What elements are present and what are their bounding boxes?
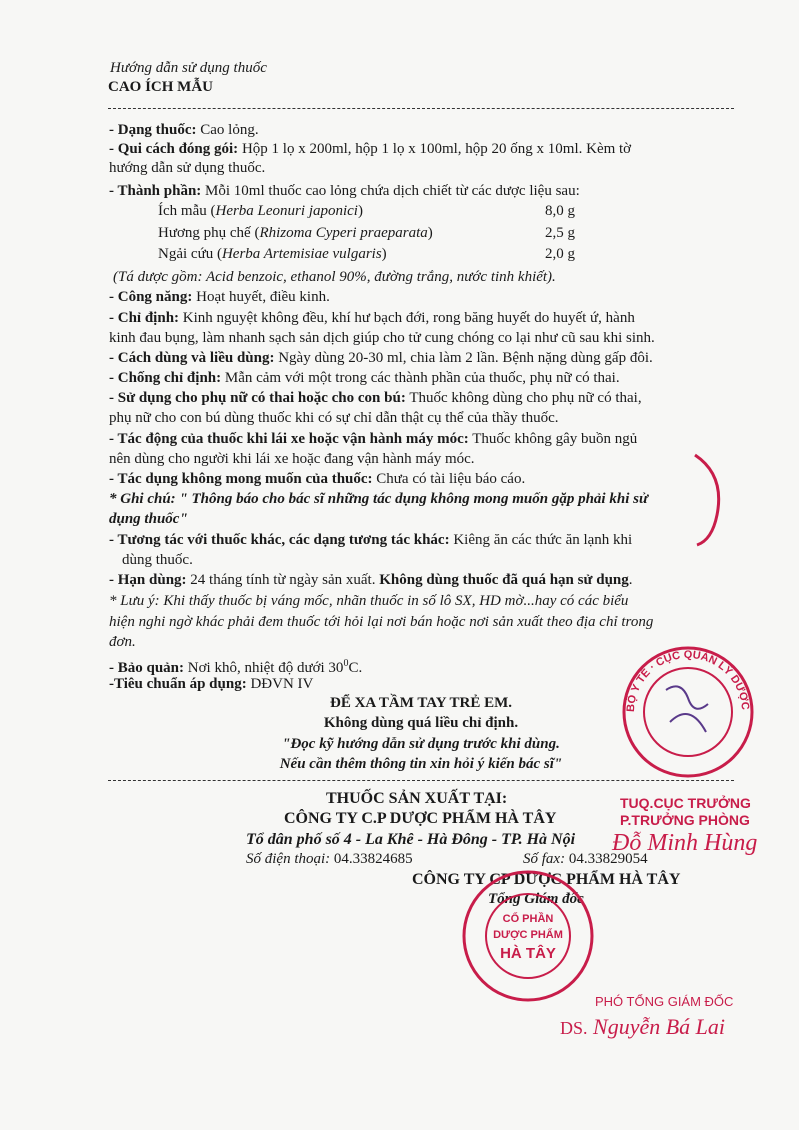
dang-thuoc: - Dạng thuốc: Cao lỏng. <box>109 122 259 138</box>
tuong-tac: - Tương tác với thuốc khác, các dạng tương tác khác: Kiêng ăn các thức ăn lạnh khi <box>109 532 633 548</box>
luu-y-cont-2: đơn. <box>109 634 136 650</box>
chong-chi-dinh: - Chống chỉ định: Mẫn cảm với một trong các thành phần của thuốc, phụ nữ có thai. <box>109 370 620 386</box>
thanh-phan: - Thành phần: Mỗi 10ml thuốc cao lỏng chứa dịch chiết từ các dược liệu sau: <box>109 183 580 199</box>
phu-nu-co-thai: - Sử dụng cho phụ nữ có thai hoặc cho con bú: Thuốc không dùng cho phụ nữ có thai, <box>109 390 642 406</box>
svg-text:DƯỢC PHẨM: DƯỢC PHẨM <box>493 929 563 941</box>
excipients: (Tá dược gồm: Acid benzoic, ethanol 90%, đường trắng, nước tinh khiết). <box>113 269 556 285</box>
ingredient-2-amount: 2,5 g <box>545 225 575 241</box>
tieu-chuan: -Tiêu chuẩn áp dụng: DĐVN IV <box>109 676 314 692</box>
ghi-chu: * Ghi chú: " Thông báo cho bác sĩ những tác dụng không mong muốn gặp phải khi sử <box>109 491 648 507</box>
ingredient-3: Ngải cứu (Herba Artemisiae vulgaris) <box>158 246 387 262</box>
warning-ask: Nếu cần thêm thông tin xin hỏi ý kiến bác sĩ" <box>279 756 563 772</box>
ingredient-1-amount: 8,0 g <box>545 203 575 219</box>
lai-xe: - Tác động của thuốc khi lái xe hoặc vận hành máy móc: Thuốc không gây buồn ngủ <box>109 431 638 447</box>
svg-text:CỔ PHẦN: CỔ PHẦN <box>502 913 554 925</box>
tac-dung-phu: - Tác dụng không mong muốn của thuốc: Chưa có tài liệu báo cáo. <box>109 471 526 487</box>
ingredient-1: Ích mẫu (Herba Leonuri japonici) <box>158 203 363 219</box>
company-address: Tổ dân phố số 4 - La Khê - Hà Đông - TP. Hà Nội <box>246 831 576 848</box>
cach-dung: - Cách dùng và liều dùng: Ngày dùng 20-30 ml, chia làm 2 lần. Bệnh nặng dùng gấp đôi. <box>109 350 653 366</box>
qui-cach-cont: hướng dẫn sử dụng thuốc. <box>109 160 266 176</box>
ingredient-2: Hương phụ chế (Rhizoma Cyperi praeparata) <box>158 225 433 241</box>
doc-subtitle: Hướng dẫn sử dụng thuốc <box>110 60 267 76</box>
han-dung: - Hạn dùng: 24 tháng tính từ ngày sản xuất. Không dùng thuốc đã quá hạn sử dụng. <box>109 572 633 588</box>
chi-dinh-cont: kinh đau bụng, làm nhanh sạch sản dịch giúp cho tử cung chóng co lại như cũ sau khi sinh. <box>109 330 655 346</box>
approval-line1: TUQ.CỤC TRƯỞNG <box>620 795 751 811</box>
ghi-chu-cont: dụng thuốc" <box>109 511 188 527</box>
luu-y: * Lưu ý: Khi thấy thuốc bị váng mốc, nhãn thuốc in số lô SX, HD mờ...hay có các biểu <box>109 593 629 609</box>
warning-dose: Không dùng quá liều chỉ định. <box>323 715 519 731</box>
bao-quan: - Bảo quản: Nơi khô, nhiệt độ dưới $30^0C$. <box>109 658 363 676</box>
top-divider <box>108 108 734 109</box>
company-sign-role: Tổng Giám đốc <box>488 891 584 907</box>
luu-y-cont: hiện nghi ngờ khác phải đem thuốc tới hỏi lại nơi bán hoặc nơi sản xuất theo địa chỉ trong <box>109 614 654 630</box>
ministry-stamp <box>618 642 758 782</box>
company-name: CÔNG TY C.P DƯỢC PHẨM HÀ TÂY <box>284 810 557 827</box>
chi-dinh: - Chỉ định: Kinh nguyệt không đều, khí hư bạch đới, rong băng huyết do huyết ứ, hành <box>109 310 635 326</box>
company-phone: Số điện thoại: 04.33824685 <box>246 851 413 867</box>
warning-read: "Đọc kỹ hướng dẫn sử dụng trước khi dùng. <box>282 736 560 752</box>
deputy-signature: DS. Nguyễn Bá Lai <box>560 1014 726 1039</box>
doc-title: CAO ÍCH MẪU <box>108 79 213 95</box>
company-sign-name: CÔNG TY CP DƯỢC PHẨM HÀ TÂY <box>412 871 681 888</box>
svg-text:HÀ TÂY: HÀ TÂY <box>500 945 556 962</box>
phu-nu-co-thai-cont: phụ nữ cho con bú dùng thuốc khi có sự chỉ dẫn thật cụ thể của thầy thuốc. <box>109 410 559 426</box>
lai-xe-cont: nên dùng cho người khi lái xe hoặc đang vận hành máy móc. <box>109 451 475 467</box>
qui-cach: - Qui cách đóng gói: Hộp 1 lọ x 200ml, hộp 1 lọ x 100ml, hộp 20 ống x 10ml. Kèm tờ <box>109 141 632 157</box>
made-at-heading: THUỐC SẢN XUẤT TẠI: <box>326 790 508 807</box>
tuong-tac-cont: dùng thuốc. <box>122 552 193 568</box>
company-stamp <box>458 866 598 1006</box>
approval-line2: P.TRƯỞNG PHÒNG <box>620 812 750 828</box>
warning-children: ĐỂ XA TẦM TAY TRẺ EM. <box>330 695 512 711</box>
ingredient-3-amount: 2,0 g <box>545 246 575 262</box>
cong-nang: - Công năng: Hoạt huyết, điều kinh. <box>109 289 330 305</box>
deputy-title: PHÓ TỔNG GIÁM ĐỐC <box>595 994 734 1009</box>
company-fax: Số fax: 04.33829054 <box>523 851 648 867</box>
red-mark <box>690 450 735 550</box>
approval-signature: Đỗ Minh Hùng <box>612 830 758 856</box>
svg-text:BỘ Y TẾ · CỤC QUẢN LÝ DƯỢC: BỘ Y TẾ · CỤC QUẢN LÝ DƯỢC <box>624 648 752 713</box>
